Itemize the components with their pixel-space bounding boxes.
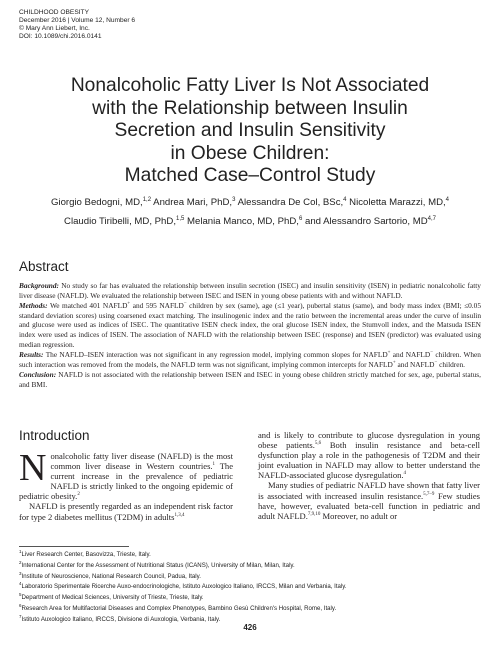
title-line: Matched Case–Control Study [124, 165, 376, 187]
author-affiliation: 4,7 [427, 215, 436, 222]
article-title [20, 75, 480, 188]
journal-doi: DOI: 10.1089/chi.2016.0141 [19, 33, 102, 40]
title-line: Secretion and Insulin Sensitivity [114, 120, 386, 142]
citation: 5,6 [314, 441, 322, 447]
footnote-number: 2 [19, 559, 22, 565]
title-line: in Obese Children: [170, 142, 330, 164]
author-name: Andrea Mari, PhD, [153, 197, 233, 208]
footnote [19, 604, 481, 615]
abstract-results [19, 350, 481, 369]
journal-name: CHILDHOOD OBESITY [19, 9, 89, 16]
footnote-text: Institute of Neuroscience, National Research Council, Padua, Italy. [21, 572, 201, 580]
author-affiliation: 6 [298, 215, 303, 222]
intro-text: and is likely to contribute to glucose dysregulation in young obese patients. [258, 430, 480, 451]
citation: 4 [403, 471, 407, 477]
intro-text: Many studies of pediatric NAFLD have shown that fatty liver is associated with increased insulin resistance. [258, 480, 480, 501]
sup-plus: + [387, 350, 391, 356]
sup-plus: + [392, 360, 396, 366]
sup-minus: − [430, 350, 434, 356]
intro-paragraph [19, 447, 233, 502]
footnote-text: Liver Research Center, Basovizza, Trieste, Italy. [21, 551, 151, 558]
footnote [19, 550, 481, 561]
results-text: and NAFLD [395, 359, 435, 369]
author-name: Melania Manco, MD, PhD, [187, 216, 299, 227]
author-name: Giorgio Bedogni, MD, [50, 197, 143, 208]
intro-text: Moreover, no adult or [320, 510, 398, 521]
results-text: children. [437, 359, 465, 369]
footnote-number: 1 [19, 548, 22, 554]
abstract-heading: Abstract [19, 259, 69, 274]
affiliation-footnotes [19, 550, 481, 625]
citation: 1,3,4 [174, 512, 185, 518]
title-line: Nonalcoholic Fatty Liver Is Not Associated [70, 75, 430, 96]
abstract-methods [19, 301, 481, 349]
footnote-text: Research Area for Multifactorial Diseases and Complex Phenotypes, Bambino Gesù Children's Hospital, Rome, Italy. [21, 604, 337, 612]
sup-minus: − [434, 360, 438, 366]
intro-paragraph [258, 480, 480, 520]
author-affiliation: 4 [445, 196, 450, 203]
results-text: The NAFLD–ISEN interaction was not significant in any regression model, implying common slopes for NAFLD [45, 350, 388, 360]
footnote-text: International Center for the Assessment of Nutritional Status (ICANS), University of Milan, Milan, Italy. [21, 561, 295, 569]
footnote-number: 4 [19, 581, 22, 587]
intro-text: The current increase in the prevalence of pediatric NAFLD is strictly linked to the ongoing epidemic of pediatric obesity. [19, 461, 233, 502]
introduction-heading: Introduction [19, 428, 90, 443]
author-affiliation: 3 [232, 196, 236, 203]
author-affiliation: 1,2 [142, 196, 152, 203]
journal-copyright: © Mary Ann Liebert, Inc. [19, 25, 90, 32]
methods-text: and 595 NAFLD [130, 301, 184, 311]
citation: 7,9,10 [307, 511, 321, 517]
author-list [14, 193, 486, 231]
citation: 5,7–9 [423, 491, 435, 497]
methods-text: We matched 401 NAFLD [49, 301, 128, 311]
footnote-text: Istituto Auxologico Italiano, IRCCS, Divisione di Auxologia, Verbania, Italy. [21, 615, 221, 623]
intro-left-column [19, 447, 233, 522]
title-line: with the Relationship between Insulin [92, 97, 408, 119]
methods-label: Methods: [19, 301, 48, 311]
footnote-number: 5 [19, 591, 22, 597]
intro-right-column [258, 430, 480, 521]
journal-issue: December 2016 | Volume 12, Number 6 [19, 17, 136, 24]
footnote-number: 6 [19, 602, 22, 608]
abstract-body [19, 281, 481, 391]
abstract-background [19, 281, 481, 300]
citation: 1 [212, 462, 216, 468]
intro-text: onalcoholic fatty liver disease (NAFLD) is the most common liver disease in Western countries. [50, 451, 233, 472]
footnote [19, 582, 481, 593]
intro-paragraph [19, 501, 233, 521]
intro-paragraph [258, 430, 480, 480]
results-text: children. When such interaction was removed from the models, the NAFLD term was not significant, implying common intercepts for NAFLD [19, 350, 481, 369]
author-name: Claudio Tiribelli, MD, PhD, [64, 216, 176, 227]
intro-text: Few studies have, however, evaluated beta-cell function in pediatric and adult NAFLD. [258, 490, 480, 521]
sup-plus: + [127, 301, 131, 307]
intro-text: Both insulin resistance and beta-cell dysfunction play a role in the pathogenesis of T2DM and their joint evaluation in NAFLD may allow to better understand the NAFLD-associated glucose dysregulation. [258, 440, 480, 481]
author-name: Alessandra De Col, BSc, [237, 197, 344, 208]
methods-text: children by sex (same), age (≤1 year), pubertal status (same), and body mass index (BMI; ≤0.05 standard deviation scores) using coarsened exact matching. The insulinogenic index and the ratio between the incremental areas under the curve of insulin and glucose were used as indices of ISEC. The quantitative ISEN check index, the oral glucose ISEN index, the Stumvoll index, and the Matsuda ISEN index were used as indices of ISEN. The association of NAFLD with the relationship between ISEC (response) and ISEN (predictor) was evaluated using median regression. [19, 301, 481, 349]
results-text: and NAFLD [390, 350, 431, 360]
author-affiliation: 1,5 [175, 215, 185, 222]
background-label: Background: [19, 281, 59, 290]
footnote-number: 7 [19, 613, 22, 619]
sup-minus: − [183, 301, 187, 307]
footnote-text: Laboratorio Sperimentale Ricerche Auxo-endocrinologiche, Istituto Auxologico Italiano, IRCCS, Milan and Verbania, Italy. [21, 583, 347, 591]
footnote-text: Department of Medical Sciences, University of Trieste, Trieste, Italy. [21, 594, 204, 601]
footnote-divider [19, 546, 129, 547]
intro-text: NAFLD is presently regarded as an independent risk factor for type 2 diabetes mellitus (T2DM) in adults [19, 501, 233, 522]
footnote-number: 3 [19, 570, 22, 576]
author-affiliation: 4 [343, 196, 347, 203]
journal-info [19, 9, 135, 41]
citation: 2 [77, 492, 80, 498]
background-text: No study so far has evaluated the relationship between insulin secretion (ISEC) and insulin sensitivity (ISEN) in pediatric nonalcoholic fatty liver disease (NAFLD). We evaluated the relationship between ISEC and ISEN in young obese patients with and without NAFLD. [19, 281, 481, 300]
conclusion-label: Conclusion: [19, 370, 57, 380]
results-label: Results: [19, 350, 44, 360]
author-name: Nicoletta Marazzi, MD, [349, 197, 446, 208]
footnote [19, 561, 481, 572]
abstract-conclusion [19, 370, 481, 389]
drop-cap: N [19, 447, 47, 489]
conclusion-text: NAFLD is not associated with the relationship between ISEN and ISEC in young obese children strictly matched for sex, age, pubertal status, and BMI. [19, 370, 481, 389]
author-name: and Alessandro Sartorio, MD [304, 216, 428, 227]
page-number: 426 [243, 623, 257, 632]
footnote [19, 593, 481, 604]
footnote [19, 572, 481, 583]
